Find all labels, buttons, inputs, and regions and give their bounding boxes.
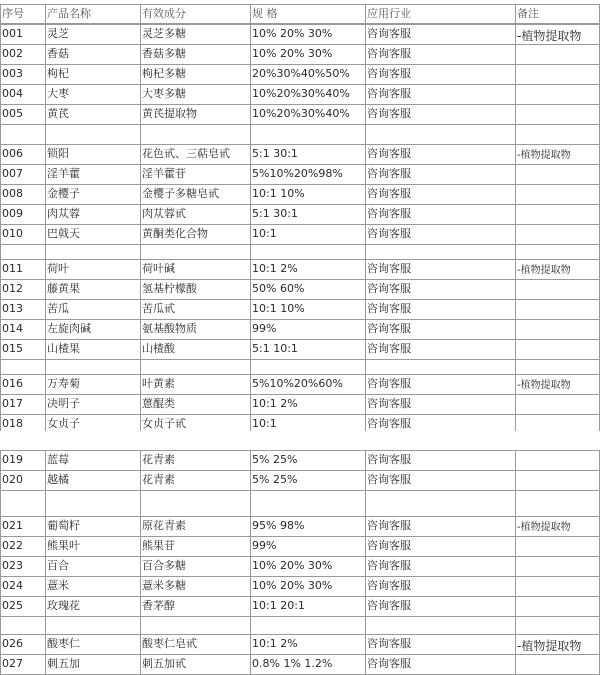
table-row (0, 259, 600, 279)
cell-industry: 咨询客服 (367, 282, 411, 295)
cell-industry: 咨询客服 (367, 599, 411, 612)
cell-effective: 花青素 (142, 453, 175, 466)
table-row (0, 536, 600, 556)
header-column-divider (45, 4, 46, 24)
cell-effective: 黄芪提取物 (142, 107, 197, 120)
cell-industry: 咨询客服 (367, 417, 411, 430)
cell-spec: 20%30%40%50% (252, 67, 350, 80)
column-divider (0, 259, 1, 360)
cell-no: 026 (2, 637, 23, 650)
cell-spec: 5%10%20%98% (252, 167, 343, 180)
table-row (0, 164, 600, 184)
cell-name: 百合 (47, 559, 69, 572)
column-divider (250, 450, 251, 491)
table-row (0, 450, 600, 470)
cell-name: 刺五加 (47, 657, 80, 670)
column-divider (250, 24, 251, 125)
cell-effective: 灵芝多糖 (142, 27, 186, 40)
column-divider (250, 144, 251, 245)
cell-name: 越橘 (47, 473, 69, 486)
spacer-divider (140, 490, 141, 516)
cell-name: 锁阳 (47, 147, 69, 160)
column-divider (140, 374, 141, 435)
cell-effective: 大枣多糖 (142, 87, 186, 100)
table-row (0, 339, 600, 359)
row-border (0, 319, 600, 320)
row-border (0, 374, 600, 375)
column-divider (140, 634, 141, 675)
cell-industry: 咨询客服 (367, 637, 411, 650)
cell-industry: 咨询客服 (367, 539, 411, 552)
cell-no: 003 (2, 67, 23, 80)
group-note: -植物提取物 (517, 380, 571, 391)
header-effective: 有效成分 (142, 7, 186, 20)
cell-industry: 咨询客服 (367, 107, 411, 120)
row-border (0, 44, 600, 45)
cell-no: 007 (2, 167, 23, 180)
cell-spec: 10% 20% 30% (252, 579, 333, 592)
column-divider (45, 259, 46, 360)
column-divider (45, 450, 46, 491)
cell-spec: 10:1 2% (252, 397, 298, 410)
cell-effective: 荷叶碱 (142, 262, 175, 275)
cell-industry: 咨询客服 (367, 322, 411, 335)
cell-no: 014 (2, 322, 23, 335)
cell-no: 009 (2, 207, 23, 220)
row-border (0, 339, 600, 340)
table-row (0, 299, 600, 319)
row-border (0, 164, 600, 165)
row-border (0, 84, 600, 85)
cell-spec: 5:1 10:1 (252, 342, 298, 355)
row-border (0, 556, 600, 557)
cell-name: 巴戟天 (47, 227, 80, 240)
table-row (0, 279, 600, 299)
cell-no: 005 (2, 107, 23, 120)
group-note: -植物提取物 (517, 522, 571, 533)
cell-effective: 蒽醌类 (142, 397, 175, 410)
header-column-divider (515, 4, 516, 24)
column-divider (515, 450, 516, 491)
cell-spec: 10% 20% 30% (252, 27, 333, 40)
table-row (0, 516, 600, 536)
column-divider (250, 516, 251, 617)
spacer-divider (45, 490, 46, 516)
cell-name: 荷叶 (47, 262, 69, 275)
cell-industry: 咨询客服 (367, 167, 411, 180)
header-column-divider (365, 4, 366, 24)
cell-no: 022 (2, 539, 23, 552)
row-border (0, 596, 600, 597)
cell-spec: 10% 20% 30% (252, 559, 333, 572)
spacer-divider (45, 616, 46, 634)
group-bottom-border (0, 244, 600, 245)
spacer-divider (250, 244, 251, 259)
cell-no: 023 (2, 559, 23, 572)
cell-no: 006 (2, 147, 23, 160)
header-top-border (0, 4, 600, 5)
cell-spec: 5:1 30:1 (252, 207, 298, 220)
cell-name: 决明子 (47, 397, 80, 410)
cell-effective: 花青素 (142, 473, 175, 486)
cell-name: 左旋肉碱 (47, 322, 91, 335)
cell-effective: 氨基酸物质 (142, 322, 197, 335)
cell-effective: 熊果苷 (142, 539, 175, 552)
spacer-divider (140, 359, 141, 374)
cell-name: 山楂果 (47, 342, 80, 355)
cell-industry: 咨询客服 (367, 657, 411, 670)
cell-spec: 10% 20% 30% (252, 47, 333, 60)
spacer-divider (0, 124, 1, 144)
table-row (0, 319, 600, 339)
cell-spec: 10:1 2% (252, 262, 298, 275)
header-industry: 应用行业 (367, 7, 411, 20)
spacer-divider (140, 616, 141, 634)
table-row (0, 596, 600, 616)
cell-industry: 咨询客服 (367, 559, 411, 572)
row-border (0, 279, 600, 280)
column-divider (140, 259, 141, 360)
table-row (0, 224, 600, 244)
header-no: 序号 (2, 7, 24, 20)
column-divider (45, 516, 46, 617)
column-divider (365, 516, 366, 617)
cell-spec: 5%10%20%60% (252, 377, 343, 390)
group-bottom-border (0, 616, 600, 617)
column-divider (0, 450, 1, 491)
cell-effective: 肉苁蓉甙 (142, 207, 186, 220)
cell-no: 001 (2, 27, 23, 40)
spacer-divider (250, 490, 251, 516)
table-row (0, 204, 600, 224)
cell-industry: 咨询客服 (367, 147, 411, 160)
cell-no: 011 (2, 262, 23, 275)
cell-name: 万寿菊 (47, 377, 80, 390)
table-row (0, 104, 600, 124)
column-divider (45, 634, 46, 675)
table-row (0, 394, 600, 414)
seam-border (0, 450, 600, 451)
cell-no: 019 (2, 453, 23, 466)
table-row (0, 44, 600, 64)
cell-industry: 咨询客服 (367, 67, 411, 80)
column-divider (140, 144, 141, 245)
cell-effective: 香菇多糖 (142, 47, 186, 60)
row-border (0, 654, 600, 655)
cell-industry: 咨询客服 (367, 27, 411, 40)
cell-spec: 10:1 10% (252, 302, 305, 315)
spacer-divider (140, 124, 141, 144)
cell-effective: 百合多糖 (142, 559, 186, 572)
row-border (0, 299, 600, 300)
cell-name: 大枣 (47, 87, 69, 100)
column-divider (365, 24, 366, 125)
cell-no: 027 (2, 657, 23, 670)
cell-spec: 10:1 20:1 (252, 599, 305, 612)
cell-effective: 淫羊藿苷 (142, 167, 186, 180)
table-row (0, 64, 600, 84)
cell-spec: 10:1 (252, 417, 277, 430)
row-border (0, 204, 600, 205)
cell-effective: 刺五加甙 (142, 657, 186, 670)
cell-effective: 枸杞多糖 (142, 67, 186, 80)
cell-industry: 咨询客服 (367, 397, 411, 410)
cell-no: 021 (2, 519, 23, 532)
column-divider (140, 516, 141, 617)
column-divider (0, 24, 1, 125)
table-row (0, 576, 600, 596)
group-bottom-border (0, 124, 600, 125)
spacer-divider (250, 124, 251, 144)
column-divider (250, 374, 251, 435)
group-note: -植物提取物 (517, 29, 582, 43)
column-divider (0, 634, 1, 675)
header-column-divider (0, 4, 1, 24)
cell-industry: 咨询客服 (367, 207, 411, 220)
cell-name: 蓝莓 (47, 453, 69, 466)
cell-effective: 黄酮类化合物 (142, 227, 208, 240)
spacer-divider (515, 244, 516, 259)
cell-no: 002 (2, 47, 23, 60)
cell-effective: 原花青素 (142, 519, 186, 532)
cell-spec: 99% (252, 322, 277, 335)
spacer-divider (250, 616, 251, 634)
column-divider (365, 259, 366, 360)
spacer-divider (0, 490, 1, 516)
cell-spec: 10:1 (252, 227, 277, 240)
cell-no: 018 (2, 417, 23, 430)
column-divider (45, 144, 46, 245)
cell-name: 藤黄果 (47, 282, 80, 295)
spacer-divider (0, 244, 1, 259)
cell-no: 004 (2, 87, 23, 100)
table-row (0, 470, 600, 490)
column-divider (365, 450, 366, 491)
cell-spec: 95% 98% (252, 519, 305, 532)
cell-industry: 咨询客服 (367, 342, 411, 355)
cell-spec: 5:1 30:1 (252, 147, 298, 160)
cell-effective: 叶黄素 (142, 377, 175, 390)
column-divider (140, 24, 141, 125)
page-gap (0, 431, 600, 451)
column-divider (365, 374, 366, 435)
spacer-divider (45, 244, 46, 259)
row-border (0, 24, 600, 25)
cell-no: 013 (2, 302, 23, 315)
group-note: -植物提取物 (517, 639, 582, 653)
cell-effective: 香茅醇 (142, 599, 175, 612)
spacer-divider (365, 244, 366, 259)
row-border (0, 259, 600, 260)
column-divider (45, 24, 46, 125)
spacer-divider (365, 124, 366, 144)
cell-name: 女贞子 (47, 417, 80, 430)
group-bottom-border (0, 359, 600, 360)
cell-effective: 酸枣仁皂甙 (142, 637, 197, 650)
table-row (0, 144, 600, 164)
row-border (0, 394, 600, 395)
header-column-divider (140, 4, 141, 24)
cell-spec: 5% 25% (252, 453, 298, 466)
cell-industry: 咨询客服 (367, 302, 411, 315)
cell-no: 025 (2, 599, 23, 612)
group-bottom-border (0, 490, 600, 491)
cell-no: 012 (2, 282, 23, 295)
cell-spec: 10:1 10% (252, 187, 305, 200)
row-border (0, 144, 600, 145)
spacer-divider (0, 616, 1, 634)
spacer-divider (140, 244, 141, 259)
cell-spec: 10%20%30%40% (252, 87, 350, 100)
cell-industry: 咨询客服 (367, 187, 411, 200)
cell-spec: 10%20%30%40% (252, 107, 350, 120)
cell-industry: 咨询客服 (367, 579, 411, 592)
cell-name: 肉苁蓉 (47, 207, 80, 220)
spacer-divider (365, 359, 366, 374)
cell-name: 苦瓜 (47, 302, 69, 315)
cell-industry: 咨询客服 (367, 47, 411, 60)
table-row (0, 634, 600, 654)
spacer-divider (515, 616, 516, 634)
row-border (0, 536, 600, 537)
spacer-divider (515, 359, 516, 374)
table-row (0, 84, 600, 104)
cell-no: 015 (2, 342, 23, 355)
column-divider (0, 516, 1, 617)
cell-name: 香菇 (47, 47, 69, 60)
cell-industry: 咨询客服 (367, 262, 411, 275)
column-divider (45, 374, 46, 435)
cell-effective: 山楂酸 (142, 342, 175, 355)
row-border (0, 414, 600, 415)
column-divider (250, 259, 251, 360)
cell-no: 016 (2, 377, 23, 390)
table-header-row (0, 4, 600, 24)
row-border (0, 184, 600, 185)
column-divider (140, 450, 141, 491)
group-note: -植物提取物 (517, 150, 571, 161)
row-border (0, 104, 600, 105)
cell-name: 酸枣仁 (47, 637, 80, 650)
table-row (0, 654, 600, 674)
cell-name: 熊果叶 (47, 539, 80, 552)
header-column-divider (250, 4, 251, 24)
cell-industry: 咨询客服 (367, 377, 411, 390)
cell-effective: 苦瓜甙 (142, 302, 175, 315)
column-divider (250, 634, 251, 675)
column-divider (0, 144, 1, 245)
header-spec: 规 格 (252, 7, 278, 20)
cell-effective: 薏米多糖 (142, 579, 186, 592)
spacer-divider (515, 490, 516, 516)
table-row (0, 24, 600, 44)
cell-industry: 咨询客服 (367, 519, 411, 532)
header-note: 备注 (517, 7, 539, 20)
spacer-divider (0, 359, 1, 374)
cell-name: 灵芝 (47, 27, 69, 40)
column-divider (365, 144, 366, 245)
cell-effective: 花色甙、三萜皂甙 (142, 147, 230, 160)
cell-industry: 咨询客服 (367, 87, 411, 100)
cell-no: 024 (2, 579, 23, 592)
table-row (0, 374, 600, 394)
spacer-divider (365, 616, 366, 634)
group-note: -植物提取物 (517, 265, 571, 276)
cell-no: 008 (2, 187, 23, 200)
cell-spec: 0.8% 1% 1.2% (252, 657, 333, 670)
table-row (0, 184, 600, 204)
header-name: 产品名称 (47, 7, 91, 20)
cell-name: 玫瑰花 (47, 599, 80, 612)
cell-industry: 咨询客服 (367, 227, 411, 240)
cell-name: 淫羊藿 (47, 167, 80, 180)
row-border (0, 516, 600, 517)
cell-name: 金樱子 (47, 187, 80, 200)
row-border (0, 634, 600, 635)
cell-spec: 10:1 2% (252, 637, 298, 650)
cell-industry: 咨询客服 (367, 473, 411, 486)
cell-effective: 金樱子多糖皂甙 (142, 187, 219, 200)
cell-no: 017 (2, 397, 23, 410)
row-border (0, 470, 600, 471)
cell-no: 010 (2, 227, 23, 240)
cell-spec: 50% 60% (252, 282, 305, 295)
row-border (0, 224, 600, 225)
table-row (0, 556, 600, 576)
cell-spec: 5% 25% (252, 473, 298, 486)
cell-spec: 99% (252, 539, 277, 552)
cell-industry: 咨询客服 (367, 453, 411, 466)
cell-no: 020 (2, 473, 23, 486)
spacer-divider (45, 359, 46, 374)
cell-effective: 女贞子甙 (142, 417, 186, 430)
cell-effective: 氢基柠檬酸 (142, 282, 197, 295)
spacer-divider (250, 359, 251, 374)
spacer-divider (365, 490, 366, 516)
column-divider (365, 634, 366, 675)
spacer-divider (45, 124, 46, 144)
cell-name: 薏米 (47, 579, 69, 592)
row-border (0, 576, 600, 577)
row-border (0, 64, 600, 65)
column-divider (0, 374, 1, 435)
cell-name: 枸杞 (47, 67, 69, 80)
spacer-divider (515, 124, 516, 144)
cell-name: 黄芪 (47, 107, 69, 120)
cell-name: 葡萄籽 (47, 519, 80, 532)
